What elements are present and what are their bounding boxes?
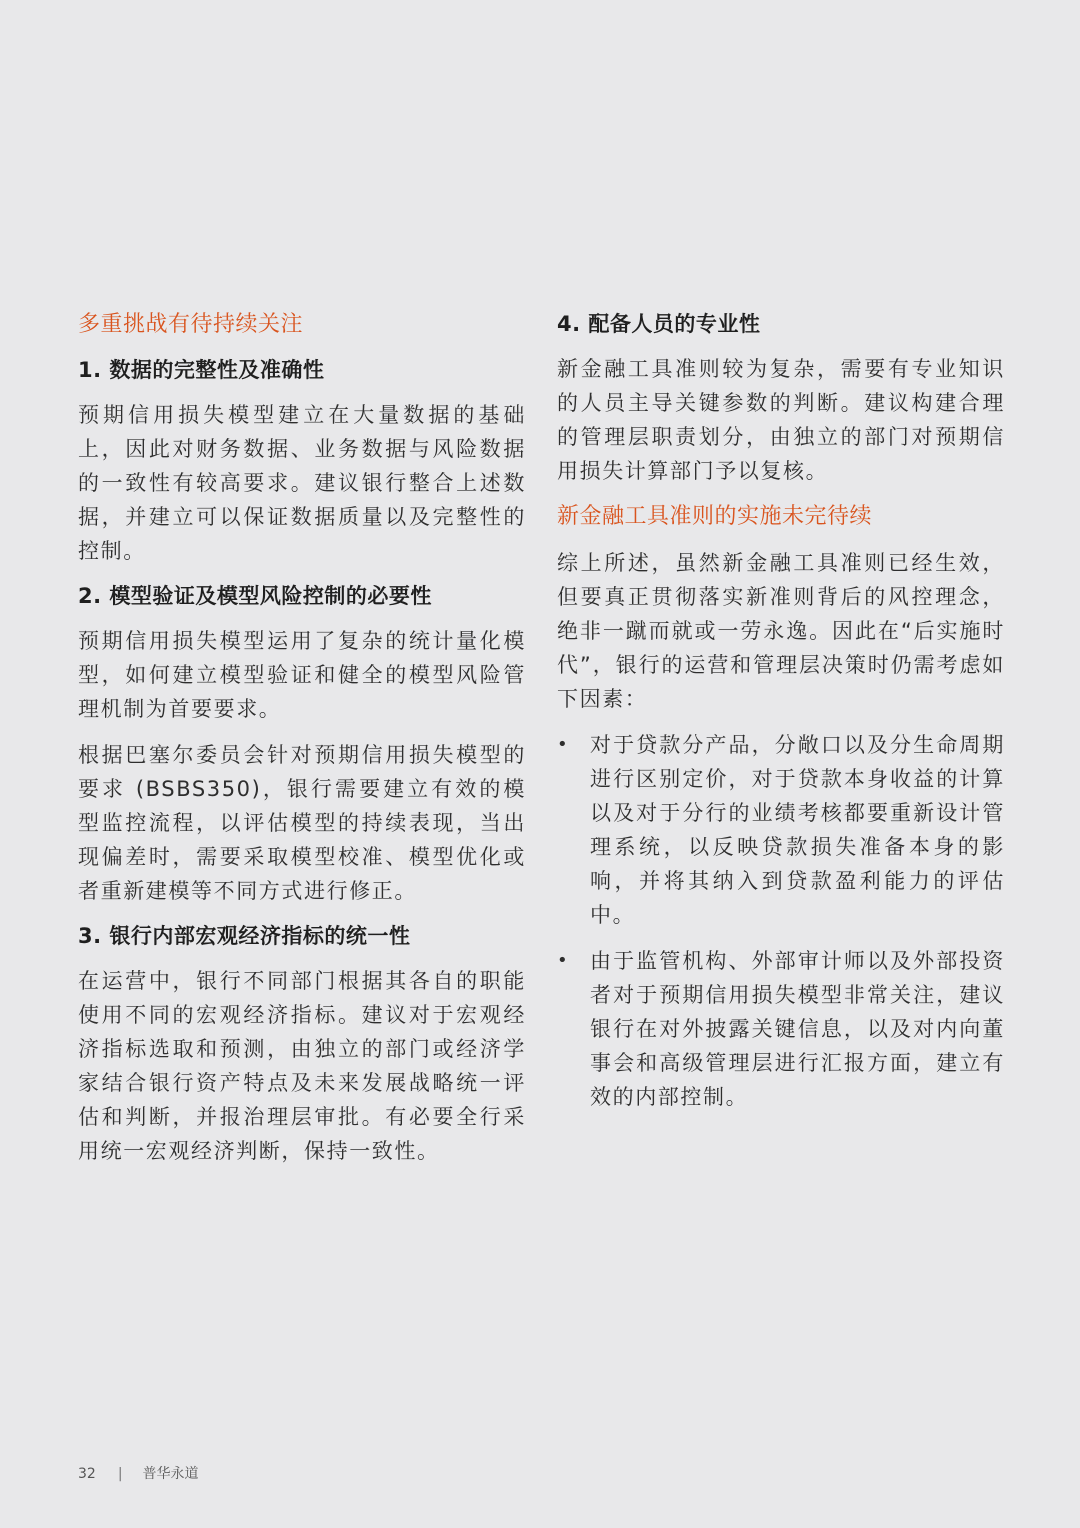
heading-model-validation: 2. 模型验证及模型风险控制的必要性 bbox=[78, 584, 432, 608]
paragraph-model-validation: 预期信用损失模型运用了复杂的统计量化模型，如何建立模型验证和健全的模型风险管理机制为首要要求。 bbox=[78, 629, 526, 721]
bullet-icon: • bbox=[557, 734, 570, 755]
bullet-icon: • bbox=[557, 950, 570, 971]
bullet-list bbox=[557, 728, 1005, 1114]
page-footer bbox=[78, 1464, 199, 1484]
paragraph-summary: 综上所述，虽然新金融工具准则已经生效，但要真正贯彻落实新准则背后的风控理念，绝非一蹴而就或一劳永逸。因此在“后实施时代”，银行的运营和管理层决策时仍需考虑如下因素： bbox=[557, 551, 1005, 711]
list-item-text: 由于监管机构、外部审计师以及外部投资者对于预期信用损失模型非常关注，建议银行在对外披露关键信息，以及对内向董事会和高级管理层进行汇报方面，建立有效的内部控制。 bbox=[590, 949, 1005, 1109]
paragraph-macro-indicators: 在运营中，银行不同部门根据其各自的职能使用不同的宏观经济指标。建议对于宏观经济指标选取和预测，由独立的部门或经济学家结合银行资产特点及未来发展战略统一评估和判断，并报治理层审批。有必要全行采用统一宏观经济判断，保持一致性。 bbox=[78, 969, 526, 1163]
list-item bbox=[557, 944, 1005, 1114]
left-column bbox=[78, 308, 526, 1180]
paragraph-basel-requirements: 根据巴塞尔委员会针对预期信用损失模型的要求 (BSBS350)，银行需要建立有效的模型监控流程，以评估模型的持续表现，当出现偏差时，需要采取模型校准、模型优化或者重新建模等不同方式进行修正。 bbox=[78, 743, 526, 903]
heading-macro-indicators: 3. 银行内部宏观经济指标的统一性 bbox=[78, 924, 411, 948]
section-title-challenges: 多重挑战有待持续关注 bbox=[78, 312, 304, 337]
section-title-to-be-continued: 新金融工具准则的实施未完待续 bbox=[557, 504, 873, 529]
paragraph-data-integrity: 预期信用损失模型建立在大量数据的基础上，因此对财务数据、业务数据与风险数据的一致性有较高要求。建议银行整合上述数据，并建立可以保证数据质量以及完整性的控制。 bbox=[78, 403, 526, 563]
right-column bbox=[557, 308, 1005, 1126]
heading-data-integrity: 1. 数据的完整性及准确性 bbox=[78, 358, 325, 382]
page-number: 32 bbox=[78, 1466, 96, 1482]
heading-staff-expertise: 4. 配备人员的专业性 bbox=[557, 312, 761, 336]
footer-brand: 普华永道 bbox=[142, 1466, 199, 1482]
footer-separator: | bbox=[117, 1466, 123, 1482]
list-item-text: 对于贷款分产品，分敞口以及分生命周期进行区别定价，对于贷款本身收益的计算以及对于分行的业绩考核都要重新设计管理系统，以反映贷款损失准备本身的影响，并将其纳入到贷款盈利能力的评估中。 bbox=[590, 733, 1005, 927]
list-item bbox=[557, 728, 1005, 932]
paragraph-staff-expertise: 新金融工具准则较为复杂，需要有专业知识的人员主导关键参数的判断。建议构建合理的管理层职责划分，由独立的部门对预期信用损失计算部门予以复核。 bbox=[557, 357, 1005, 483]
